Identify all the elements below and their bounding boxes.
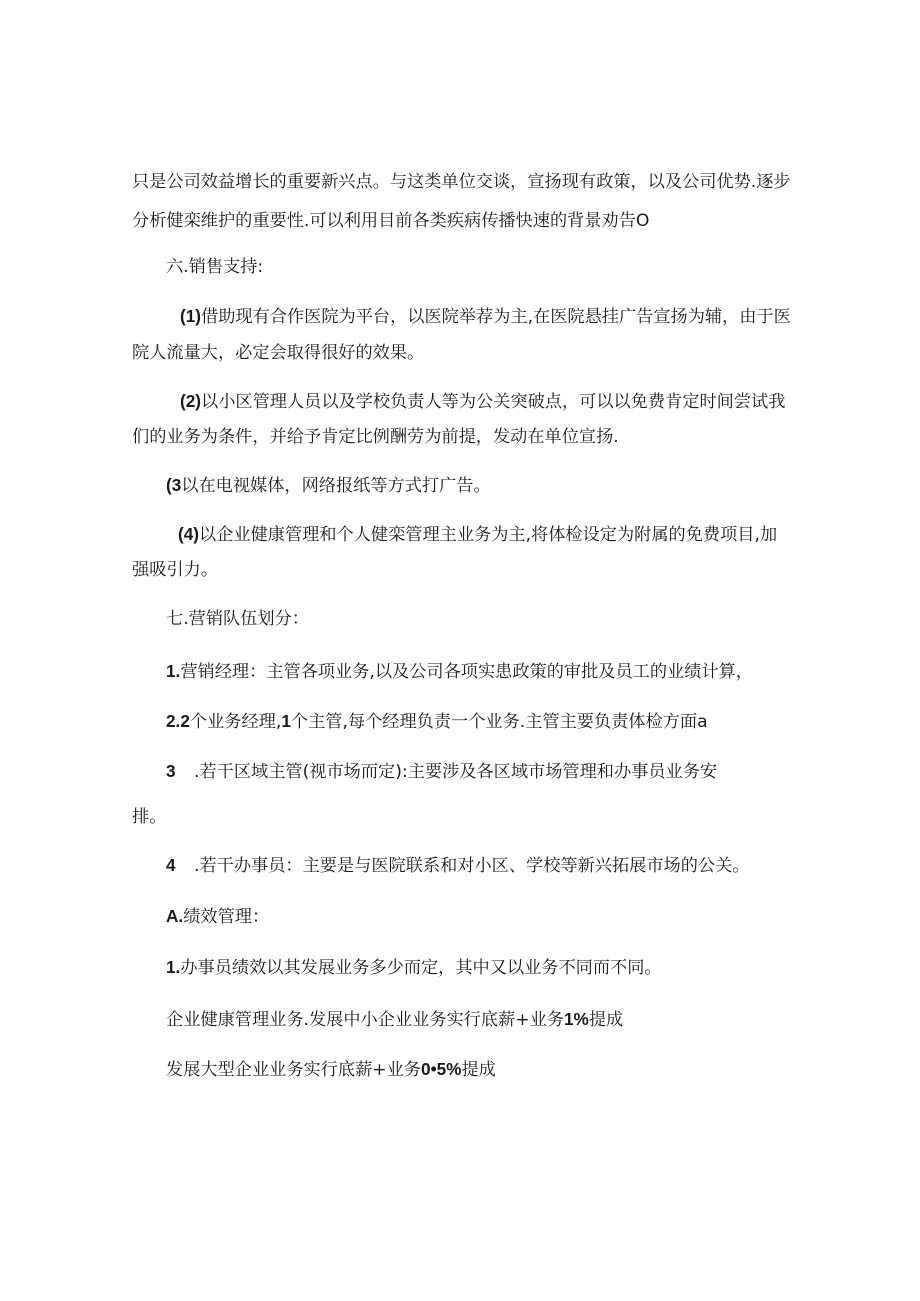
item-number: 1. [166, 957, 181, 977]
note-text: 发展大型企业业务实行底薪+业务 [166, 1060, 422, 1080]
item-number: (3 [166, 475, 182, 495]
item-number: (1) [180, 306, 202, 326]
section-6-heading-text: 六.销售支持: [166, 257, 264, 277]
item-text: 以小区管理人员以及学校负责人等为公关突破点，可以以免费肯定时间尝试我 [201, 392, 786, 412]
item-text: 院人流量大，必定会取得很好的效果。 [132, 343, 425, 363]
item-text: 强吸引力。 [132, 560, 218, 580]
item-number: (4) [178, 524, 200, 544]
section-a-item-1 [166, 956, 662, 979]
section-7-item-3-line-2 [132, 806, 166, 828]
section-6-item-4-line-1 [178, 523, 777, 546]
section-7-heading [166, 608, 309, 630]
section-7-item-2 [166, 710, 708, 733]
note-percent: 0•5% [421, 1059, 462, 1079]
item-text: 们的业务为条件，并给予肯定比例酬劳为前提，发动在单位宣扬. [132, 427, 619, 447]
item-number-inline: 1 [281, 711, 291, 731]
item-text: .若干办事员：主要是与医院联系和对小区、学校等新兴拓展市场的公关。 [194, 856, 750, 876]
section-6-item-4-line-2 [132, 559, 218, 581]
section-a-note-1 [166, 1008, 623, 1031]
item-number: 3 [166, 761, 176, 781]
note-text: 企业健康管理业务.发展中小企业业务实行底薪+业务 [166, 1010, 564, 1030]
intro-line-2 [132, 210, 649, 232]
section-6-heading [166, 256, 263, 278]
section-7-item-1 [166, 660, 753, 683]
item-text: 以企业健康管理和个人健栾管理主业务为主,将体检设定为附属的免费项目,加 [199, 525, 778, 545]
item-number: 1. [166, 661, 181, 681]
section-a-heading [166, 905, 269, 928]
item-text: 借助现有合作医院为平台，以医院举荐为主,在医院悬挂广告宣扬为辅，由于医 [201, 307, 791, 327]
section-a-heading-text: 绩效管理： [183, 907, 270, 927]
item-text: 办事员绩效以其发展业务多少而定，其中又以业务不同而不同。 [180, 958, 662, 978]
section-6-item-2-line-2 [132, 426, 619, 448]
section-6-item-2-line-1 [180, 390, 785, 413]
intro-text-1: 只是公司效益增长的重要新兴点。与这类单位交谈，宣扬现有政策，以及公司优势.逐步 [132, 172, 791, 192]
section-6-item-3 [166, 474, 491, 497]
section-a-number: A. [166, 906, 184, 926]
item-text: 个业务经理, [189, 712, 282, 732]
section-6-item-1-line-1 [180, 305, 791, 328]
section-6-item-1-line-2 [132, 342, 424, 364]
note-text: 提成 [461, 1060, 496, 1080]
item-number: 4 [166, 855, 176, 875]
item-text: .若干区域主管(视市场而定):主要涉及各区域市场管理和办事员业务安 [194, 762, 718, 782]
note-percent: 1% [564, 1009, 589, 1029]
intro-text-2: 分析健栾维护的重要性.可以利用目前各类疾病传播快速的背景劝告O [132, 211, 650, 231]
item-text: 个主管,每个经理负责一个业务.主管主要负责体检方面a [290, 712, 708, 732]
item-number: 2.2 [166, 711, 190, 731]
item-number: (2) [180, 391, 202, 411]
section-7-heading-text: 七.营销队伍划分： [166, 609, 309, 629]
intro-line-1 [132, 171, 791, 193]
section-a-note-2 [166, 1058, 496, 1081]
section-7-item-3-line-1 [166, 760, 717, 783]
item-text: 营销经理：主管各项业务,以及公司各项实患政策的审批及员工的业绩计算， [180, 662, 753, 682]
note-text: 提成 [588, 1010, 624, 1030]
section-7-item-4 [166, 854, 749, 877]
item-text: 以在电视媒体，网络报纸等方式打广告。 [181, 476, 491, 496]
item-text: 排。 [132, 807, 167, 827]
